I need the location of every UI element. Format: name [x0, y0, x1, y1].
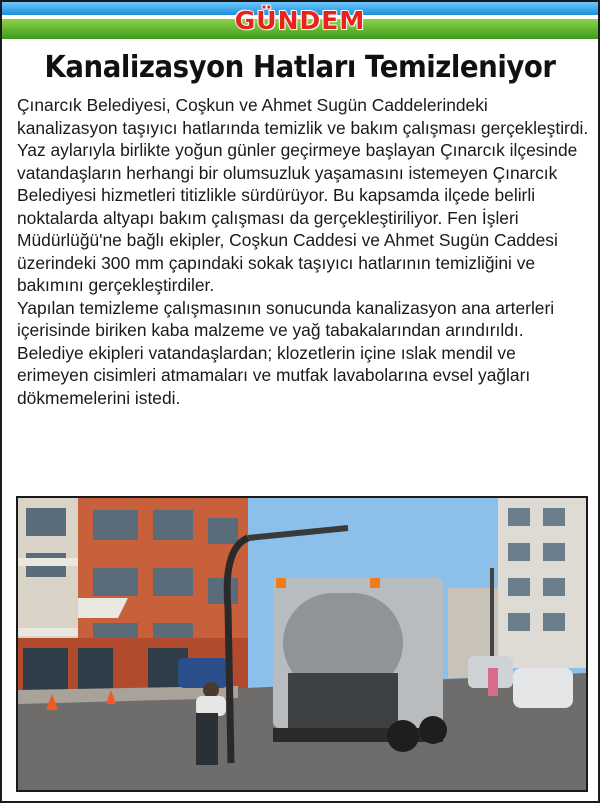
- shop-windows: [23, 648, 188, 690]
- street-scene-illustration: [18, 498, 586, 790]
- parked-car-blue: [178, 658, 228, 688]
- article-paragraph: Belediye ekipleri vatandaşlardan; klozetlerin içine ıslak mendil ve erimeyen cisimleri atmamaları ve mutfak lavabolarına evsel yağları dökmemelerini istedi.: [17, 342, 531, 408]
- parked-car-white: [513, 668, 573, 708]
- article-body: [17, 94, 589, 409]
- pedestrian: [488, 668, 498, 696]
- news-photo: [16, 496, 588, 792]
- article-paragraph: Çınarcık Belediyesi, Coşkun ve Ahmet Sugün Caddelerindeki kanalizasyon taşıyıcı hatlarında temizlik ve bakım çalışması gerçekleştirdi.: [17, 95, 589, 138]
- article-paragraph: Yaz aylarıyla birlikte yoğun günler geçirmeye başlayan Çınarcık ilçesinde vatandaşların herhangi bir olumsuzluk yaşamasını istemeyen Çınarcık Belediyesi hizmetleri titizlikle sürdürüyor. Bu kapsamda ilçede belirli noktalarda altyapı bakım çalışması da gerçekleştiriliyor. Fen İşleri Müdürlüğü'ne bağlı ekipler, Coşkun Caddesi ve Ahmet Sugün Caddesi üzerindeki 300 mm çapındaki sokak taşıyıcı hatlarının temizliğini ve bakımını gerçekleştirdiler.: [17, 140, 578, 295]
- article-paragraph: Yapılan temizleme çalışmasının sonucunda kanalizasyon ana arterleri içerisinde biriken kaba malzeme ve yağ tabakalarından arındırıldı.: [17, 297, 555, 340]
- headline: Kanalizasyon Hatları Temizleniyor: [44, 50, 556, 85]
- sewer-cleaning-truck: [273, 578, 447, 752]
- section-label: GÜNDEM: [234, 6, 366, 35]
